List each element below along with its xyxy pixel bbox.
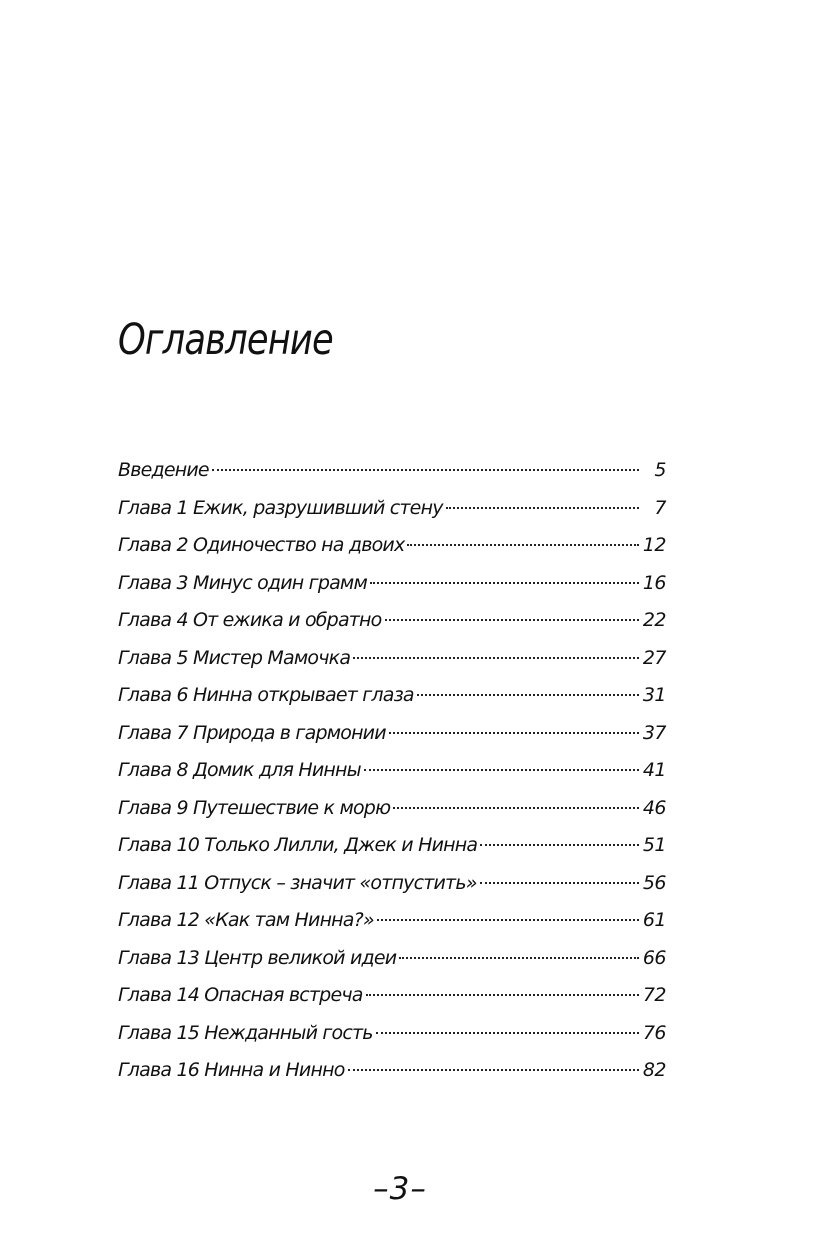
toc-entry-page-number: 72 [642, 984, 666, 1006]
toc-entry-page-number: 12 [642, 534, 666, 556]
dot-leader [407, 544, 639, 546]
toc-entry-page-number: 66 [642, 946, 666, 969]
toc-entry-chapter-16 [118, 1052, 666, 1090]
toc-entry-chapter-10 [118, 827, 666, 865]
dot-leader [446, 507, 639, 509]
toc-entry-chapter-2 [118, 527, 666, 565]
toc-entry-title: Глава 9 Путешествие к морю [118, 796, 391, 819]
toc-entry-chapter-11 [118, 865, 666, 903]
toc-entry-page-number: 5 [654, 459, 666, 481]
toc-entry-page-number: 76 [642, 1021, 666, 1044]
page-number: –3– [373, 1171, 427, 1207]
toc-entry-chapter-9 [118, 790, 666, 828]
dot-leader [389, 732, 639, 734]
dot-leader [480, 882, 639, 884]
toc-entry-title: Глава 8 Домик для Нинны [118, 759, 361, 781]
toc-entry-page-number: 51 [642, 834, 666, 856]
toc-entry-title: Глава 6 Нинна открывает глаза [118, 684, 414, 706]
toc-entry-chapter-4 [118, 602, 666, 640]
toc-entry-introduction [118, 452, 666, 490]
dot-leader [377, 919, 639, 921]
dot-leader [364, 769, 639, 771]
toc-entry-chapter-6 [118, 677, 666, 715]
toc-entry-page-number: 41 [642, 759, 666, 781]
toc-entry-chapter-14 [118, 977, 666, 1015]
toc-entry-page-number: 7 [654, 496, 666, 519]
toc-entry-title: Глава 5 Мистер Мамочка [118, 646, 351, 669]
toc-entry-chapter-15 [118, 1015, 666, 1053]
toc-entry-title: Глава 12 «Как там Нинна?» [118, 909, 374, 931]
toc-entry-title: Глава 10 Только Лилли, Джек и Нинна [118, 834, 478, 856]
toc-entry-chapter-8 [118, 752, 666, 790]
toc-entry-page-number: 22 [642, 609, 666, 631]
toc-entry-title: Глава 7 Природа в гармонии [118, 721, 386, 744]
dot-leader [399, 957, 639, 959]
toc-entry-chapter-12 [118, 902, 666, 940]
toc-entry-chapter-13 [118, 940, 666, 978]
toc-entry-page-number: 56 [642, 871, 666, 894]
toc-entry-page-number: 46 [642, 796, 666, 819]
dot-leader [370, 582, 639, 584]
toc-entry-title: Глава 4 От ежика и обратно [118, 609, 382, 631]
toc-entry-title: Глава 14 Опасная встреча [118, 984, 363, 1006]
dot-leader [348, 1069, 639, 1071]
toc-entry-page-number: 61 [642, 909, 666, 931]
toc-entry-title: Глава 11 Отпуск – значит «отпустить» [118, 871, 477, 894]
dot-leader [212, 469, 639, 471]
toc-entry-chapter-5 [118, 640, 666, 678]
toc-entry-page-number: 82 [642, 1059, 666, 1081]
toc-entry-title: Глава 16 Нинна и Нинно [118, 1059, 345, 1081]
toc-entry-chapter-1 [118, 490, 666, 528]
dot-leader [366, 994, 639, 996]
contents-title: Оглавление [118, 315, 333, 365]
toc-entry-title: Глава 1 Ежик, разрушивший стену [118, 496, 443, 519]
table-of-contents [118, 452, 666, 1090]
dot-leader [480, 844, 639, 846]
toc-entry-title: Глава 2 Одиночество на двоих [118, 534, 405, 556]
toc-entry-page-number: 27 [642, 646, 666, 669]
toc-entry-title: Глава 3 Минус один грамм [118, 571, 367, 594]
toc-entry-page-number: 31 [642, 684, 666, 706]
dot-leader [385, 619, 639, 621]
dot-leader [393, 807, 639, 809]
toc-entry-page-number: 16 [642, 571, 666, 594]
toc-entry-page-number: 37 [642, 721, 666, 744]
toc-entry-title: Введение [118, 459, 209, 481]
dot-leader [376, 1032, 639, 1034]
toc-entry-title: Глава 15 Нежданный гость [118, 1021, 373, 1044]
toc-entry-chapter-3 [118, 565, 666, 603]
toc-entry-title: Глава 13 Центр великой идеи [118, 946, 397, 969]
toc-entry-chapter-7 [118, 715, 666, 753]
dot-leader [417, 694, 639, 696]
dot-leader [353, 657, 639, 659]
